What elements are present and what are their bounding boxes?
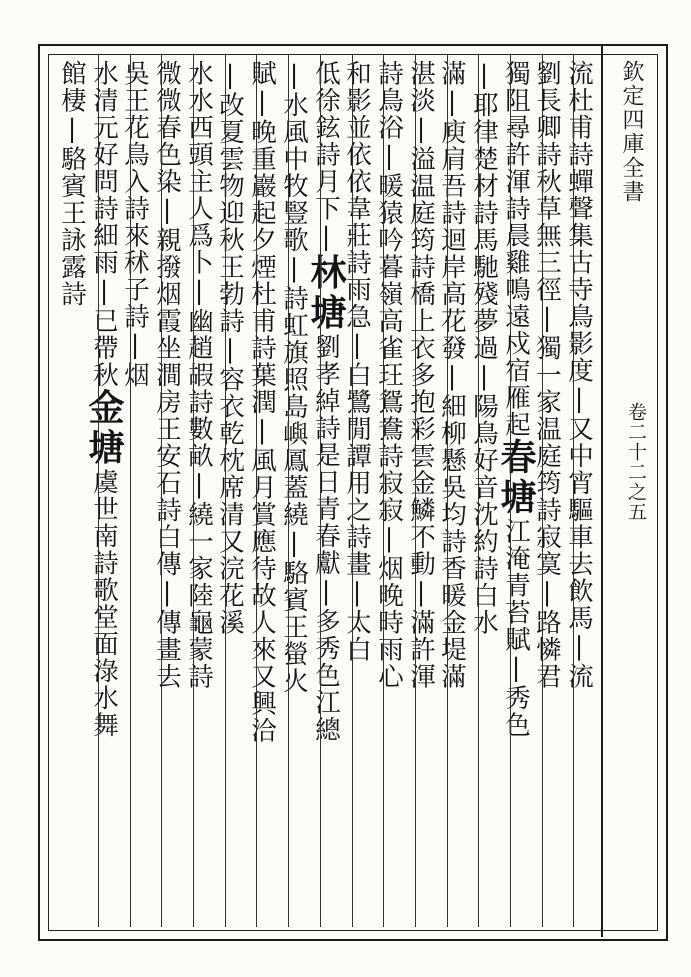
column-rule <box>415 54 416 927</box>
text-segment: 親撥烟霞坐澗房王安石詩白傳| <box>152 226 182 609</box>
entry-heading: 春塘 <box>495 438 537 518</box>
entry-heading: 林塘 <box>305 253 347 334</box>
text-segment: 暖猿吟暮嶺高雀玨鴛鴦詩寂寂| <box>374 172 404 555</box>
column-rule <box>542 54 543 927</box>
text-segment: 館棲| <box>57 60 87 146</box>
text-segment: | <box>215 60 245 92</box>
column-rule <box>447 54 448 927</box>
column-rule <box>573 54 574 927</box>
text-segment: 耶律楚材詩馬馳殘夢過| <box>469 91 499 393</box>
text-segment: 容衣乾枕席清又浣花溪 <box>215 366 245 636</box>
column-rule <box>256 54 257 927</box>
column-rule <box>98 54 99 927</box>
text-segment: 江淹青苔賦| <box>501 518 531 685</box>
text-segment: 細柳懸吳均詩香暖金堤滿 <box>437 393 467 690</box>
column-rule <box>130 54 131 927</box>
text-segment: 風月賞應待故人來又興洽 <box>247 447 277 744</box>
text-segment: 流 <box>564 663 594 690</box>
text-segment: 水清元好問詩細雨| <box>89 60 119 308</box>
column-rule <box>478 54 479 927</box>
text-segment: 又中宵驅車去飲馬| <box>564 415 594 663</box>
text-segment: 微微春色染| <box>152 60 182 227</box>
text-segment: 湛淡| <box>406 60 436 146</box>
volume-label: 卷二十二之五 <box>625 402 647 522</box>
text-segment: 獨阻尋許渾詩晨雞鳴遠戍宿雁起 <box>501 60 531 438</box>
text-segment: 駱賓王詠露詩 <box>57 145 87 308</box>
text-segment: 滿| <box>437 60 467 119</box>
text-segment: 白鷺閒譚用之詩畫| <box>342 361 372 609</box>
column-rule <box>225 54 226 927</box>
text-segment: 烟晚時雨心 <box>374 555 404 690</box>
text-segment: 賦| <box>247 60 277 119</box>
text-segment: 劉長卿詩秋草無三徑| <box>532 60 562 335</box>
text-segment: 溢温庭筠詩橋上衣多抱彩雲金鱗不動| <box>406 145 436 609</box>
text-column <box>48 60 96 920</box>
text-segment: 幽趙嘏詩數畝| <box>184 307 214 501</box>
text-segment: |水風中牧豎歌 <box>279 60 309 254</box>
text-segment: | <box>469 60 499 92</box>
text-segment: 秀色 <box>501 684 531 739</box>
text-segment: 改夏雲物迎秋王勃詩| <box>215 91 245 366</box>
text-segment: 吳王花鳥入詩來秫子詩| <box>120 60 150 362</box>
column-rule <box>320 54 321 927</box>
text-segment: 虞世南詩歌堂面淥水舞 <box>89 468 119 739</box>
text-segment: 路憐君 <box>532 609 562 690</box>
text-segment: 詩虹旗照島嶼鳳蓋繞| <box>279 285 309 560</box>
text-segment: 已帶秋 <box>89 307 119 389</box>
text-segment: 流杜甫詩蟬聲集古寺鳥影度| <box>564 60 594 416</box>
text-segment: 獨一家温庭筠詩寂寞| <box>532 334 562 609</box>
column-rule <box>510 54 511 927</box>
book-title: 欽定四庫全書 <box>619 60 644 204</box>
text-segment: 和影並依依韋莊詩雨急| <box>342 60 372 362</box>
column-rule <box>193 54 194 927</box>
column-rule <box>383 54 384 927</box>
text-segment: 太白 <box>342 609 372 663</box>
text-segment: 烟 <box>120 361 150 389</box>
text-segment: 滿許渾 <box>406 609 436 690</box>
entry-heading: 金塘 <box>83 388 125 469</box>
text-segment: | <box>279 253 309 285</box>
text-segment: 多秀色江總 <box>311 608 341 743</box>
column-rule <box>352 54 353 927</box>
text-segment: 陽鳥好音沈約詩白水 <box>469 393 499 636</box>
text-segment: 水水西頭主人爲卜| <box>184 60 214 308</box>
text-segment: 傳畫去 <box>152 609 182 690</box>
text-segment: 詩鳥浴| <box>374 60 404 173</box>
text-segment: 低徐鉉詩月下| <box>311 60 341 254</box>
text-segment: 繞一家陸龜蒙詩 <box>184 501 214 690</box>
text-segment: 劉孝綽詩是日青春獻| <box>311 333 341 608</box>
text-segment: 駱賓王螢火 <box>279 559 309 695</box>
column-rule <box>288 54 289 927</box>
column-rule <box>161 54 162 927</box>
text-segment: 晚重巖起夕煙杜甫詩葉潤| <box>247 118 277 447</box>
text-segment: 庾肩吾詩迴岸高花發| <box>437 118 467 393</box>
